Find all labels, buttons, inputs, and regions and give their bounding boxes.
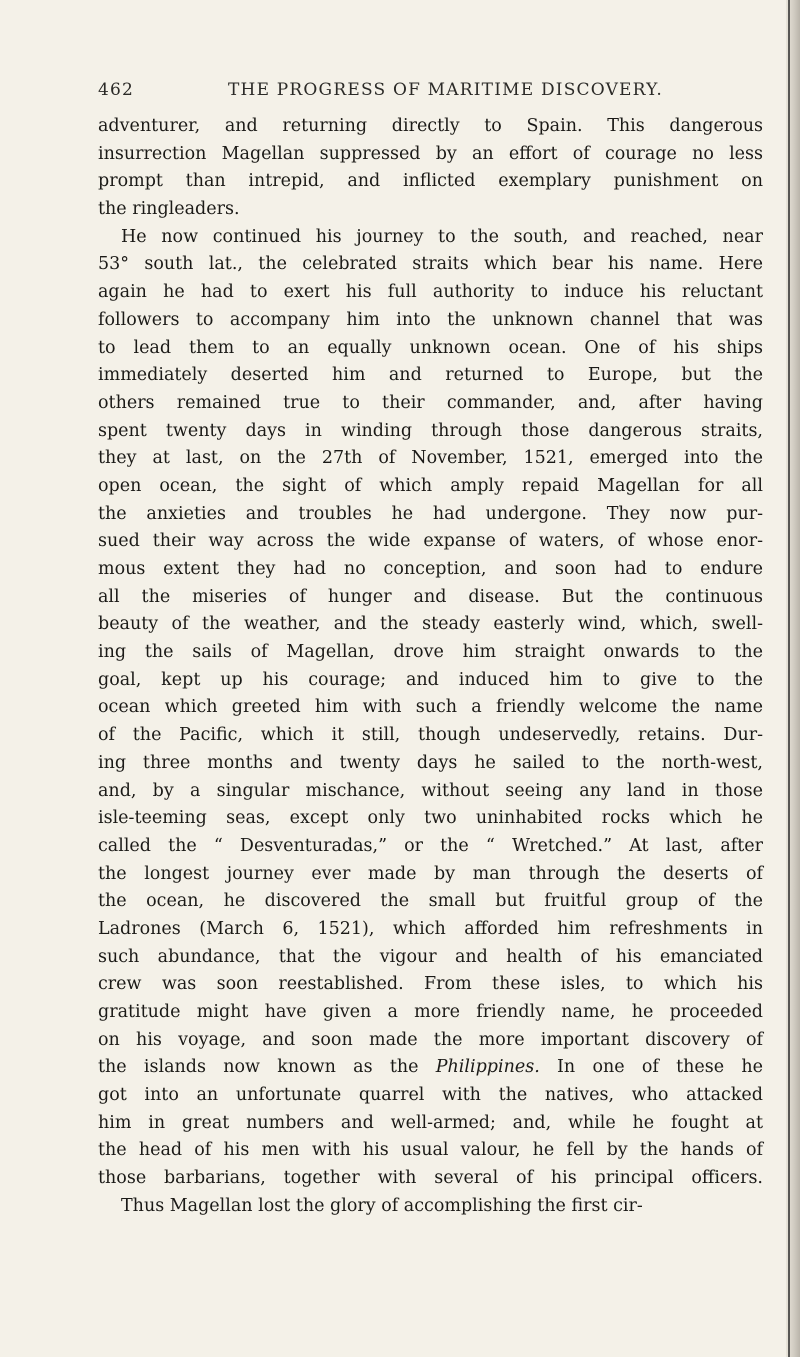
text-line: called the “ Desventuradas,” or the “ Wretched.” At last, after [98, 835, 763, 856]
text-line: of the Pacific, which it still, though undeservedly, retains. Dur- [98, 725, 763, 746]
text-line: spent twenty days in winding through those dangerous straits, [98, 420, 763, 441]
text-line: adventurer, and returning directly to Spain. This dangerous [98, 116, 763, 136]
text-segment: the islands now known as the [98, 1057, 436, 1078]
text-line: the longest journey ever made by man through the deserts of [98, 863, 763, 884]
text-line: isle-teeming seas, except only two uninhabited rocks which he [98, 808, 763, 829]
text-line: they at last, on the 27th of November, 1521, emerged into the [98, 448, 763, 469]
text-line: to lead them to an equally unknown ocean. One of his ships [98, 337, 763, 358]
text-line: 53° south lat., the celebrated straits which bear his name. Here [98, 254, 763, 275]
text-line-philippines [98, 1054, 763, 1082]
text-line: the ocean, he discovered the small but fruitful group of the [98, 891, 763, 912]
text-line: ocean which greeted him with such a friendly welcome the name [98, 697, 763, 718]
text-line: open ocean, the sight of which amply repaid Magellan for all [98, 475, 763, 496]
text-line: mous extent they had no conception, and soon had to endure [98, 559, 763, 579]
text-line: such abundance, that the vigour and health of his emanciated [98, 946, 763, 967]
text-line: crew was soon reestablished. From these isles, to which his [98, 974, 763, 995]
page-edge-line [788, 0, 790, 1357]
text-line: others remained true to their commander, and, after having [98, 392, 763, 413]
text-line: those barbarians, together with several of his principal officers. [98, 1168, 763, 1189]
text-line: goal, kept up his courage; and induced him to give to the [98, 669, 763, 690]
text-line: beauty of the weather, and the steady easterly wind, which, swell- [98, 614, 763, 635]
italic-term-philippines: Philippines. [435, 1057, 540, 1078]
text-line: followers to accompany him into the unknown channel that was [98, 309, 763, 330]
text-line: ing three months and twenty days he sailed to the north-west, [98, 752, 763, 773]
text-line: got into an unfortunate quarrel with the natives, who attacked [98, 1085, 763, 1106]
text-line: He now continued his journey to the south, and reached, near [121, 226, 763, 247]
text-line: the ringleaders. [98, 199, 240, 220]
text-line: him in great numbers and well-armed; and, while he fought at [98, 1112, 763, 1133]
text-line: ing the sails of Magellan, drove him straight onwards to the [98, 642, 763, 663]
text-line: Thus Magellan lost the glory of accomplishing the first cir- [121, 1195, 643, 1216]
page-header-title: THE PROGRESS OF MARITIME DISCOVERY. [228, 80, 663, 100]
text-line: immediately deserted him and returned to Europe, but the [98, 365, 763, 386]
text-line: the anxieties and troubles he had undergone. They now pur- [98, 503, 763, 524]
text-line: and, by a singular mischance, without seeing any land in those [98, 780, 763, 801]
page-number: 462 [98, 80, 135, 100]
text-line: Ladrones (March 6, 1521), which afforded him refreshments in [98, 918, 763, 939]
text-line: insurrection Magellan suppressed by an effort of courage no less [98, 143, 763, 164]
text-line: on his voyage, and soon made the more important discovery of [98, 1029, 763, 1050]
text-line: the head of his men with his usual valour, he fell by the hands of [98, 1140, 763, 1161]
text-line: again he had to exert his full authority to induce his reluctant [98, 282, 763, 303]
text-line: all the miseries of hunger and disease. But the continuous [98, 586, 763, 607]
text-line: gratitude might have given a more friendly name, he proceeded [98, 1002, 763, 1022]
running-head [98, 80, 698, 104]
text-segment: In one of these he [539, 1057, 763, 1078]
text-line: prompt than intrepid, and inflicted exemplary punishment on [98, 171, 763, 192]
text-line: sued their way across the wide expanse of waters, of whose enor- [98, 531, 763, 552]
body-text [98, 113, 763, 1221]
